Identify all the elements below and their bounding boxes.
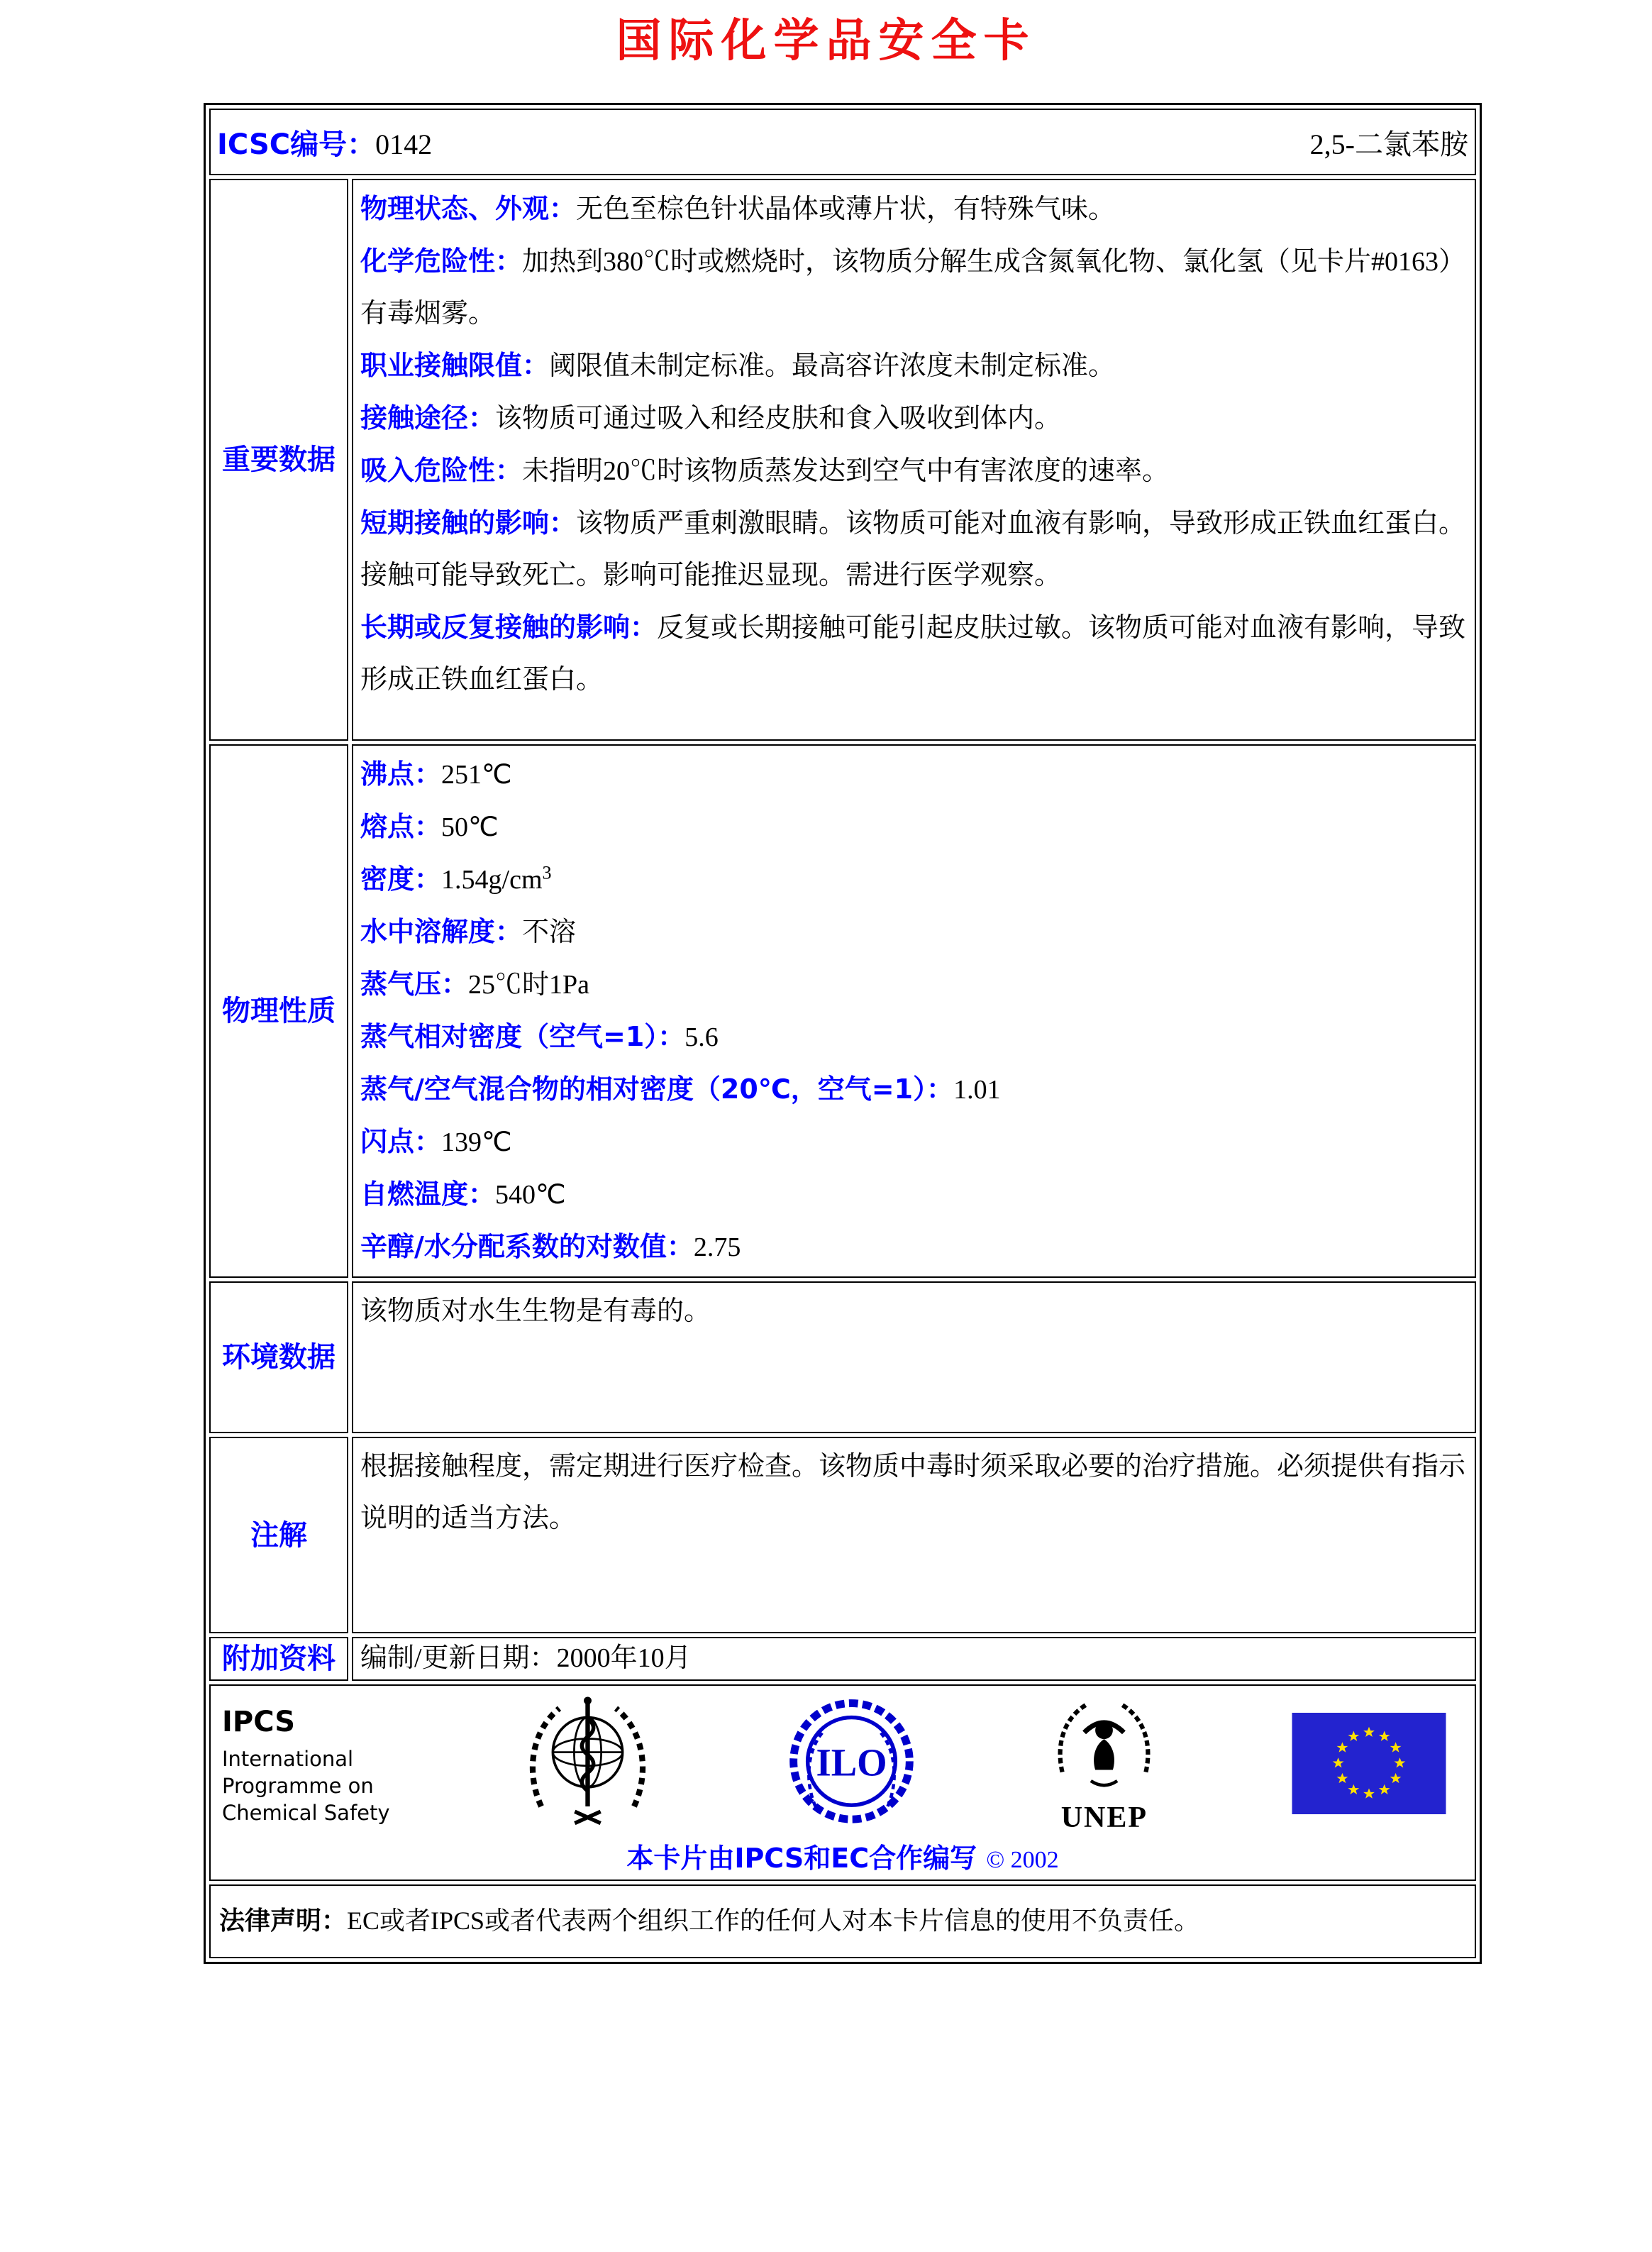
field-label: 蒸气压： xyxy=(360,968,469,1000)
additional-info-row xyxy=(209,1637,1476,1681)
field-value: 139℃ xyxy=(441,1127,512,1157)
field-label: 短期接触的影响： xyxy=(360,507,577,539)
ilo-icon xyxy=(786,1693,917,1835)
field-row xyxy=(360,183,1466,236)
field-row xyxy=(360,1011,1466,1064)
icsc-number-group xyxy=(217,122,432,162)
ipcs-block xyxy=(222,1693,390,1826)
header-cell xyxy=(209,109,1476,175)
field-value: 1.01 xyxy=(953,1075,1001,1105)
field-label: 职业接触限值： xyxy=(360,350,550,381)
unep-block xyxy=(1049,1693,1159,1835)
field-value: 该物质可通过吸入和经皮肤和食入吸收到体内。 xyxy=(495,404,1062,434)
important-data-row xyxy=(209,179,1476,741)
environment-text: 该物质对水生生物是有毒的。 xyxy=(360,1296,711,1326)
field-value: 未指明20℃时该物质蒸发达到空气中有害浓度的速率。 xyxy=(522,456,1170,486)
environment-data-row xyxy=(209,1281,1476,1433)
field-row xyxy=(360,497,1466,602)
field-value: 25℃时1Pa xyxy=(468,970,590,1000)
field-label: 物理状态、外观： xyxy=(360,193,577,224)
ipcs-line: Programme on xyxy=(222,1774,374,1798)
update-date-label: 编制/更新日期： xyxy=(360,1643,557,1674)
field-value: 不溶 xyxy=(522,917,577,947)
field-row xyxy=(360,1064,1466,1116)
unep-label: UNEP xyxy=(1060,1801,1148,1834)
legal-row xyxy=(209,1884,1476,1958)
legal-text: EC或者IPCS或者代表两个组织工作的任何人对本卡片信息的使用不负责任。 xyxy=(347,1906,1200,1936)
chemical-name: 2,5-二氯苯胺 xyxy=(1309,128,1468,160)
update-date-value: 2000年10月 xyxy=(556,1643,692,1674)
legal-cell xyxy=(209,1884,1476,1958)
field-label: 水中溶解度： xyxy=(360,916,523,947)
section-label-important-data: 重要数据 xyxy=(209,179,348,741)
header-row xyxy=(209,109,1476,175)
field-label: 蒸气/空气混合物的相对密度（20℃，空气=1）： xyxy=(360,1073,954,1105)
field-row xyxy=(360,906,1466,959)
field-label: 密度： xyxy=(360,863,442,895)
field-label: 自燃温度： xyxy=(360,1179,496,1210)
important-data-content xyxy=(352,179,1476,741)
field-value: 无色至棕色针状晶体或薄片状，有特殊气味。 xyxy=(576,194,1116,224)
section-label-physical-properties: 物理性质 xyxy=(209,744,348,1278)
icsc-table xyxy=(206,105,1480,1962)
field-value: 2.75 xyxy=(693,1232,741,1262)
field-label: 沸点： xyxy=(360,758,442,790)
field-row xyxy=(360,602,1466,706)
section-label-notes: 注解 xyxy=(209,1437,348,1633)
field-label: 闪点： xyxy=(360,1126,442,1157)
field-row xyxy=(360,236,1466,340)
notes-text: 根据接触程度，需定期进行医疗检查。该物质中毒时须采取必要的治疗措施。必须提供有指示说明的适当方法。 xyxy=(360,1452,1466,1533)
field-label: 吸入危险性： xyxy=(360,455,523,486)
field-value: 该物质严重刺激眼睛。该物质可能对血液有影响，导致形成正铁血红蛋白。接触可能导致死亡。影响可能推迟显现。需进行医学观察。 xyxy=(360,509,1466,590)
field-label: 熔点： xyxy=(360,811,442,842)
physical-properties-content xyxy=(352,744,1476,1278)
card-caption xyxy=(218,1836,1468,1875)
icsc-number-label: ICSC编号： xyxy=(217,128,376,161)
field-row xyxy=(360,445,1466,497)
section-label-environment-data: 环境数据 xyxy=(209,1281,348,1433)
field-row xyxy=(360,801,1466,854)
copyright-text: © 2002 xyxy=(986,1847,1059,1873)
field-value: 阈限值未制定标准。最高容许浓度未制定标准。 xyxy=(549,351,1116,381)
notes-content xyxy=(352,1437,1476,1633)
field-label: 接触途径： xyxy=(360,402,496,434)
field-row xyxy=(360,1169,1466,1221)
environment-data-content xyxy=(352,1281,1476,1433)
eu-flag-icon xyxy=(1292,1713,1446,1814)
icsc-card xyxy=(204,103,1482,1964)
field-value: 540℃ xyxy=(495,1180,566,1210)
field-row xyxy=(360,1116,1466,1169)
field-row xyxy=(360,749,1466,801)
field-row xyxy=(360,392,1466,445)
field-value: 反复或长期接触可能引起皮肤过敏。该物质可能对血液有影响，导致形成正铁血红蛋白。 xyxy=(360,613,1466,695)
unep-icon xyxy=(1049,1693,1159,1803)
field-label: 蒸气相对密度（空气=1）： xyxy=(360,1021,685,1052)
field-row xyxy=(360,340,1466,392)
field-value: 5.6 xyxy=(684,1022,719,1052)
notes-row xyxy=(209,1437,1476,1633)
logos-row xyxy=(209,1684,1476,1881)
density-exponent: 3 xyxy=(542,862,552,883)
logos-cell xyxy=(209,1684,1476,1881)
field-value: 加热到380℃时或燃烧时，该物质分解生成含氮氧化物、氯化氢（见卡片#0163）有毒烟雾。 xyxy=(360,247,1466,329)
field-value: 251℃ xyxy=(441,760,512,790)
ipcs-title: IPCS xyxy=(222,1706,296,1738)
ipcs-line: International xyxy=(222,1747,354,1771)
ilo-letters: ILO xyxy=(816,1740,887,1784)
additional-info-content xyxy=(352,1637,1476,1681)
field-row xyxy=(360,959,1466,1011)
caption-text: 本卡片由IPCS和EC合作编写 xyxy=(626,1843,977,1874)
physical-properties-row xyxy=(209,744,1476,1278)
field-row xyxy=(360,854,1466,906)
field-label: 长期或反复接触的影响： xyxy=(360,612,658,643)
page-title: 国际化学品安全卡 xyxy=(616,15,1036,67)
field-label: 化学危险性： xyxy=(360,245,523,277)
field-value: 50℃ xyxy=(441,812,499,842)
section-label-additional-info: 附加资料 xyxy=(209,1637,348,1681)
field-value: $1.54g/cm^3$ xyxy=(441,862,552,895)
legal-label: 法律声明： xyxy=(219,1906,348,1936)
ipcs-line: Chemical Safety xyxy=(222,1801,390,1825)
field-label: 辛醇/水分配系数的对数值： xyxy=(360,1231,694,1262)
field-row xyxy=(360,1221,1466,1274)
who-icon xyxy=(522,1693,653,1835)
icsc-number-value: 0142 xyxy=(375,128,433,160)
